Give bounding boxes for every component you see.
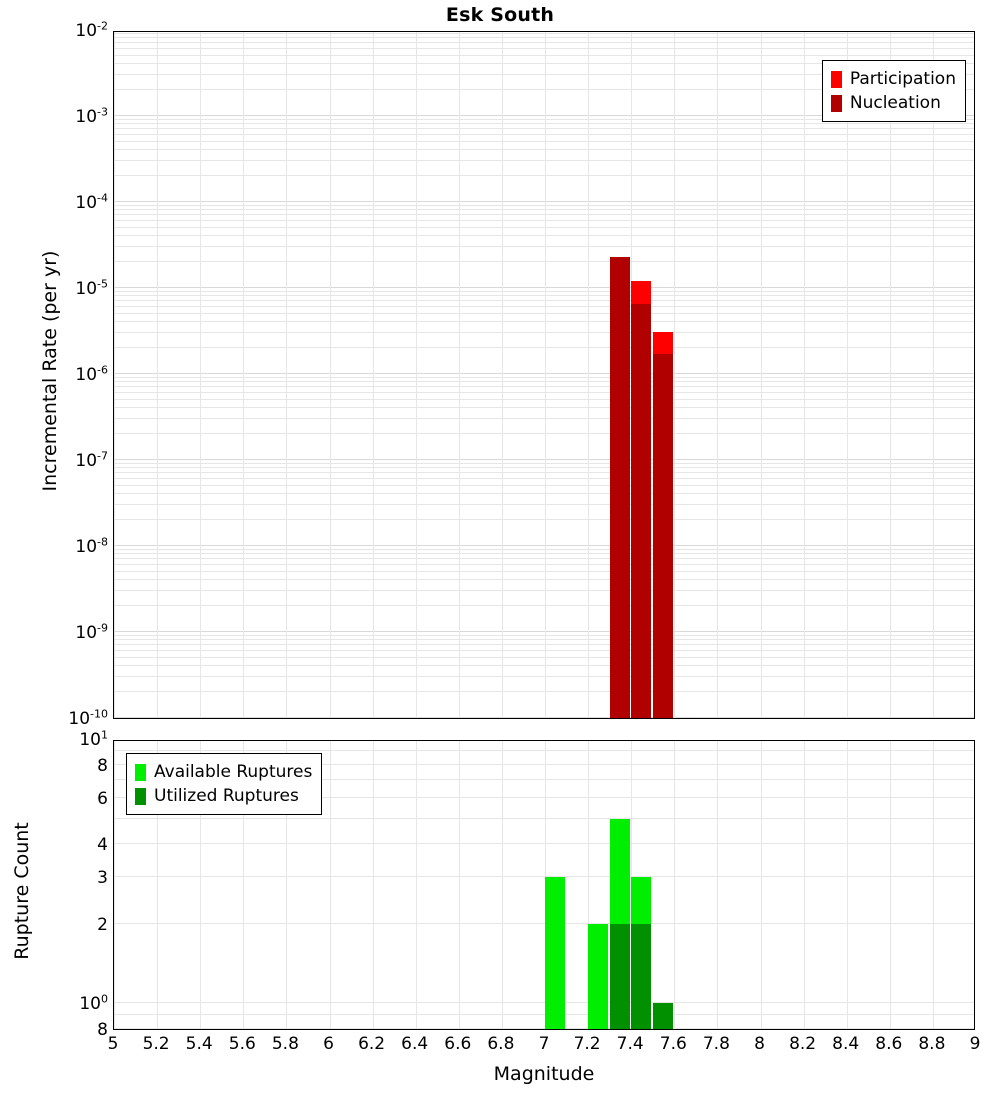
y-tick-label: 4 <box>97 835 108 856</box>
y-tick-label: 8 <box>97 1020 108 1040</box>
x-tick-label: 9 <box>969 1034 981 1054</box>
x-tick-label: 5.8 <box>271 1034 299 1054</box>
legend-item-participation <box>831 67 956 91</box>
x-tick-label: 7.8 <box>702 1034 730 1054</box>
y-tick-label: $10^0$ <box>79 992 108 1015</box>
x-tick-label: 6 <box>323 1034 334 1054</box>
chart-title: Esk South <box>445 4 555 26</box>
rupture-count-bar <box>588 924 608 1029</box>
y-tick-label: 8 <box>97 755 108 776</box>
legend-label-nucleation: Nucleation <box>849 93 941 113</box>
rupture-count-bar <box>653 1003 673 1029</box>
y-tick-label: $10^{-2}$ <box>75 19 108 41</box>
y-tick-label: 3 <box>97 868 108 889</box>
x-tick-label: 8.4 <box>832 1034 860 1054</box>
x-tick-label: 6.2 <box>358 1034 386 1054</box>
y-axis-ticks-bottom <box>28 728 108 1040</box>
y-axis-label-top: Incremental Rate (per yr) <box>39 250 61 492</box>
x-tick-label: 5.4 <box>185 1034 213 1054</box>
rupture-count-bar <box>545 877 565 1029</box>
incremental-rate-bar <box>610 257 630 718</box>
x-tick-label: 7.2 <box>573 1034 601 1054</box>
x-tick-label: 8.6 <box>875 1034 903 1054</box>
x-tick-label: 8.8 <box>918 1034 946 1054</box>
x-tick-label: 6.4 <box>401 1034 429 1054</box>
incremental-rate-bar <box>631 304 651 718</box>
y-tick-label: $10^{-5}$ <box>75 277 108 299</box>
legend-item-utilized-ruptures <box>135 784 312 808</box>
x-tick-label: 6.8 <box>487 1034 515 1054</box>
y-tick-label: $10^{-3}$ <box>75 105 108 127</box>
y-tick-label: $10^{-10}$ <box>68 707 108 729</box>
incremental-rate-bar <box>653 354 673 718</box>
legend-label-utilized-ruptures: Utilized Ruptures <box>154 786 299 806</box>
legend-rupture-count <box>126 753 322 815</box>
y-tick-label: $10^{-6}$ <box>75 363 108 385</box>
y-axis-label-bottom: Rupture Count <box>11 822 33 960</box>
x-tick-label: 5.6 <box>228 1034 256 1054</box>
x-tick-label: 6.6 <box>444 1034 472 1054</box>
y-tick-label: $10^{-4}$ <box>75 191 108 213</box>
legend-label-participation: Participation <box>849 69 956 89</box>
x-tick-label: 7.6 <box>659 1034 687 1054</box>
x-tick-label: 8.2 <box>789 1034 817 1054</box>
legend-swatch-utilized-ruptures <box>135 788 146 805</box>
x-axis-label: Magnitude <box>493 1063 595 1085</box>
legend-incremental-rate <box>822 60 966 122</box>
legend-swatch-participation <box>831 71 842 88</box>
legend-swatch-available-ruptures <box>135 764 146 781</box>
rupture-count-plot <box>113 740 975 1030</box>
y-tick-label: $10^1$ <box>79 728 108 750</box>
x-tick-label: 8 <box>754 1034 765 1054</box>
x-tick-label: 7.4 <box>616 1034 644 1054</box>
rupture-count-bar <box>610 924 630 1029</box>
bars-incremental-rate <box>114 32 974 718</box>
x-tick-label: 5.2 <box>142 1034 170 1054</box>
y-tick-label: 6 <box>97 788 108 809</box>
legend-item-available-ruptures <box>135 760 312 784</box>
legend-swatch-nucleation <box>831 95 842 112</box>
x-tick-label: 5 <box>107 1034 119 1054</box>
y-tick-label: $10^{-9}$ <box>75 621 108 643</box>
y-tick-label: $10^{-8}$ <box>75 535 108 557</box>
legend-label-available-ruptures: Available Ruptures <box>154 762 313 782</box>
x-axis-ticks <box>107 1032 981 1058</box>
x-tick-label: 7 <box>538 1034 550 1054</box>
legend-item-nucleation <box>831 91 956 115</box>
y-tick-label: 2 <box>97 914 108 935</box>
rupture-count-bar <box>631 924 651 1029</box>
y-tick-label: $10^{-7}$ <box>75 449 108 471</box>
incremental-rate-plot <box>113 31 975 719</box>
